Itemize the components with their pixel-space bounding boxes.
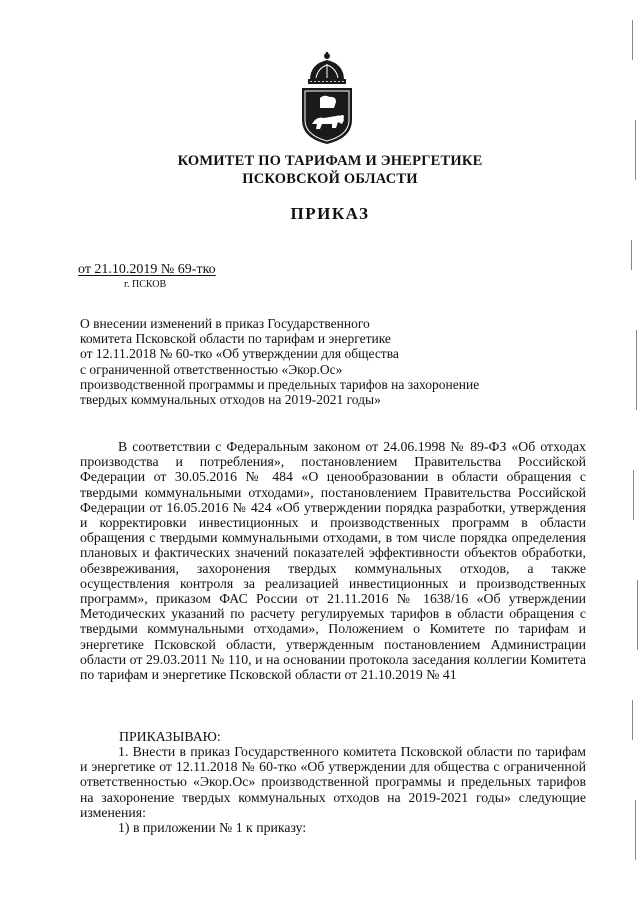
crown-icon <box>308 52 346 84</box>
subject-line: комитета Псковской области по тарифам и энергетике <box>80 331 391 347</box>
scan-edge-noise <box>626 0 640 905</box>
subject-line: с ограниченной ответственностью «Экор.Ос» <box>80 361 343 377</box>
document-type-title: ПРИКАЗ <box>290 204 370 223</box>
order-city: г. ПСКОВ <box>124 279 167 290</box>
subject-line: твердых коммунальных отходов на 2019-2021 годы» <box>80 392 381 408</box>
preamble-paragraph: В соответствии с Федеральным законом от 24.06.1998 № 89-ФЗ «Об отходах производства и потребления», постановлением Правительства Российской Федерации от 30.05.2016 № 484 «О ценообразовании в области обращения с твердыми коммунальными отходами», постановлением Правительства Российской Федерации от 16.05.2016 № 424 «Об утверждении порядка разработки, утверждения и корректировки инвестиционных и производственных программ в области обращения с твердыми коммунальными отходами, в том числе порядка определения плановых и фактических значений показателей эффективности объектов обработки, обезвреживания, захоронения твердых коммунальных отходов, а также осуществления контроля за реализацией инвестиционных и производственных программ», приказом ФАС России от 21.11.2016 № 1638/16 «Об утверждении Методических указаний по расчету регулируемых тарифов в области обращения с твердыми коммунальными отходами», Положением о Комитете по тарифам и энергетике Псковской области, утвержденным постановлением Администрации области от 29.03.2011 № 110, и на основании протокола заседания коллегии Комитета по тарифам и энергетике Псковской области от 21.10.2019 № 41 <box>80 439 586 683</box>
order-date-number: от 21.10.2019 № 69-тко <box>78 262 216 277</box>
subject-line: от 12.11.2018 № 60-тко «Об утверждении для общества <box>80 346 399 362</box>
shield-icon <box>302 88 352 144</box>
coat-of-arms-emblem <box>296 50 358 146</box>
order-preamble <box>80 439 586 682</box>
order-subject <box>80 316 560 407</box>
prikazyvayu-heading: ПРИКАЗЫВАЮ: <box>119 729 221 744</box>
subject-line: О внесении изменений в приказ Государственного <box>80 316 370 331</box>
point-1-paragraph: 1. Внести в приказ Государственного комитета Псковской области по тарифам и энергетике от 12.11.2018 № 60-тко «Об утверждении для общества с ограниченной ответственностью «Экор.Ос» производственной программы и предельных тарифов на захоронение твердых коммунальных отходов на 2019-2021 годы» следующие изменения: <box>80 744 586 820</box>
agency-name-line2: ПСКОВСКОЙ ОБЛАСТИ <box>242 171 418 187</box>
agency-name-line1: КОМИТЕТ ПО ТАРИФАМ И ЭНЕРГЕТИКЕ <box>177 153 483 169</box>
order-point-1 <box>80 744 586 820</box>
subject-line: производственной программы и предельных тарифов на захоронение <box>80 376 480 392</box>
order-subpoint-1: 1) в приложении № 1 к приказу: <box>118 820 307 835</box>
